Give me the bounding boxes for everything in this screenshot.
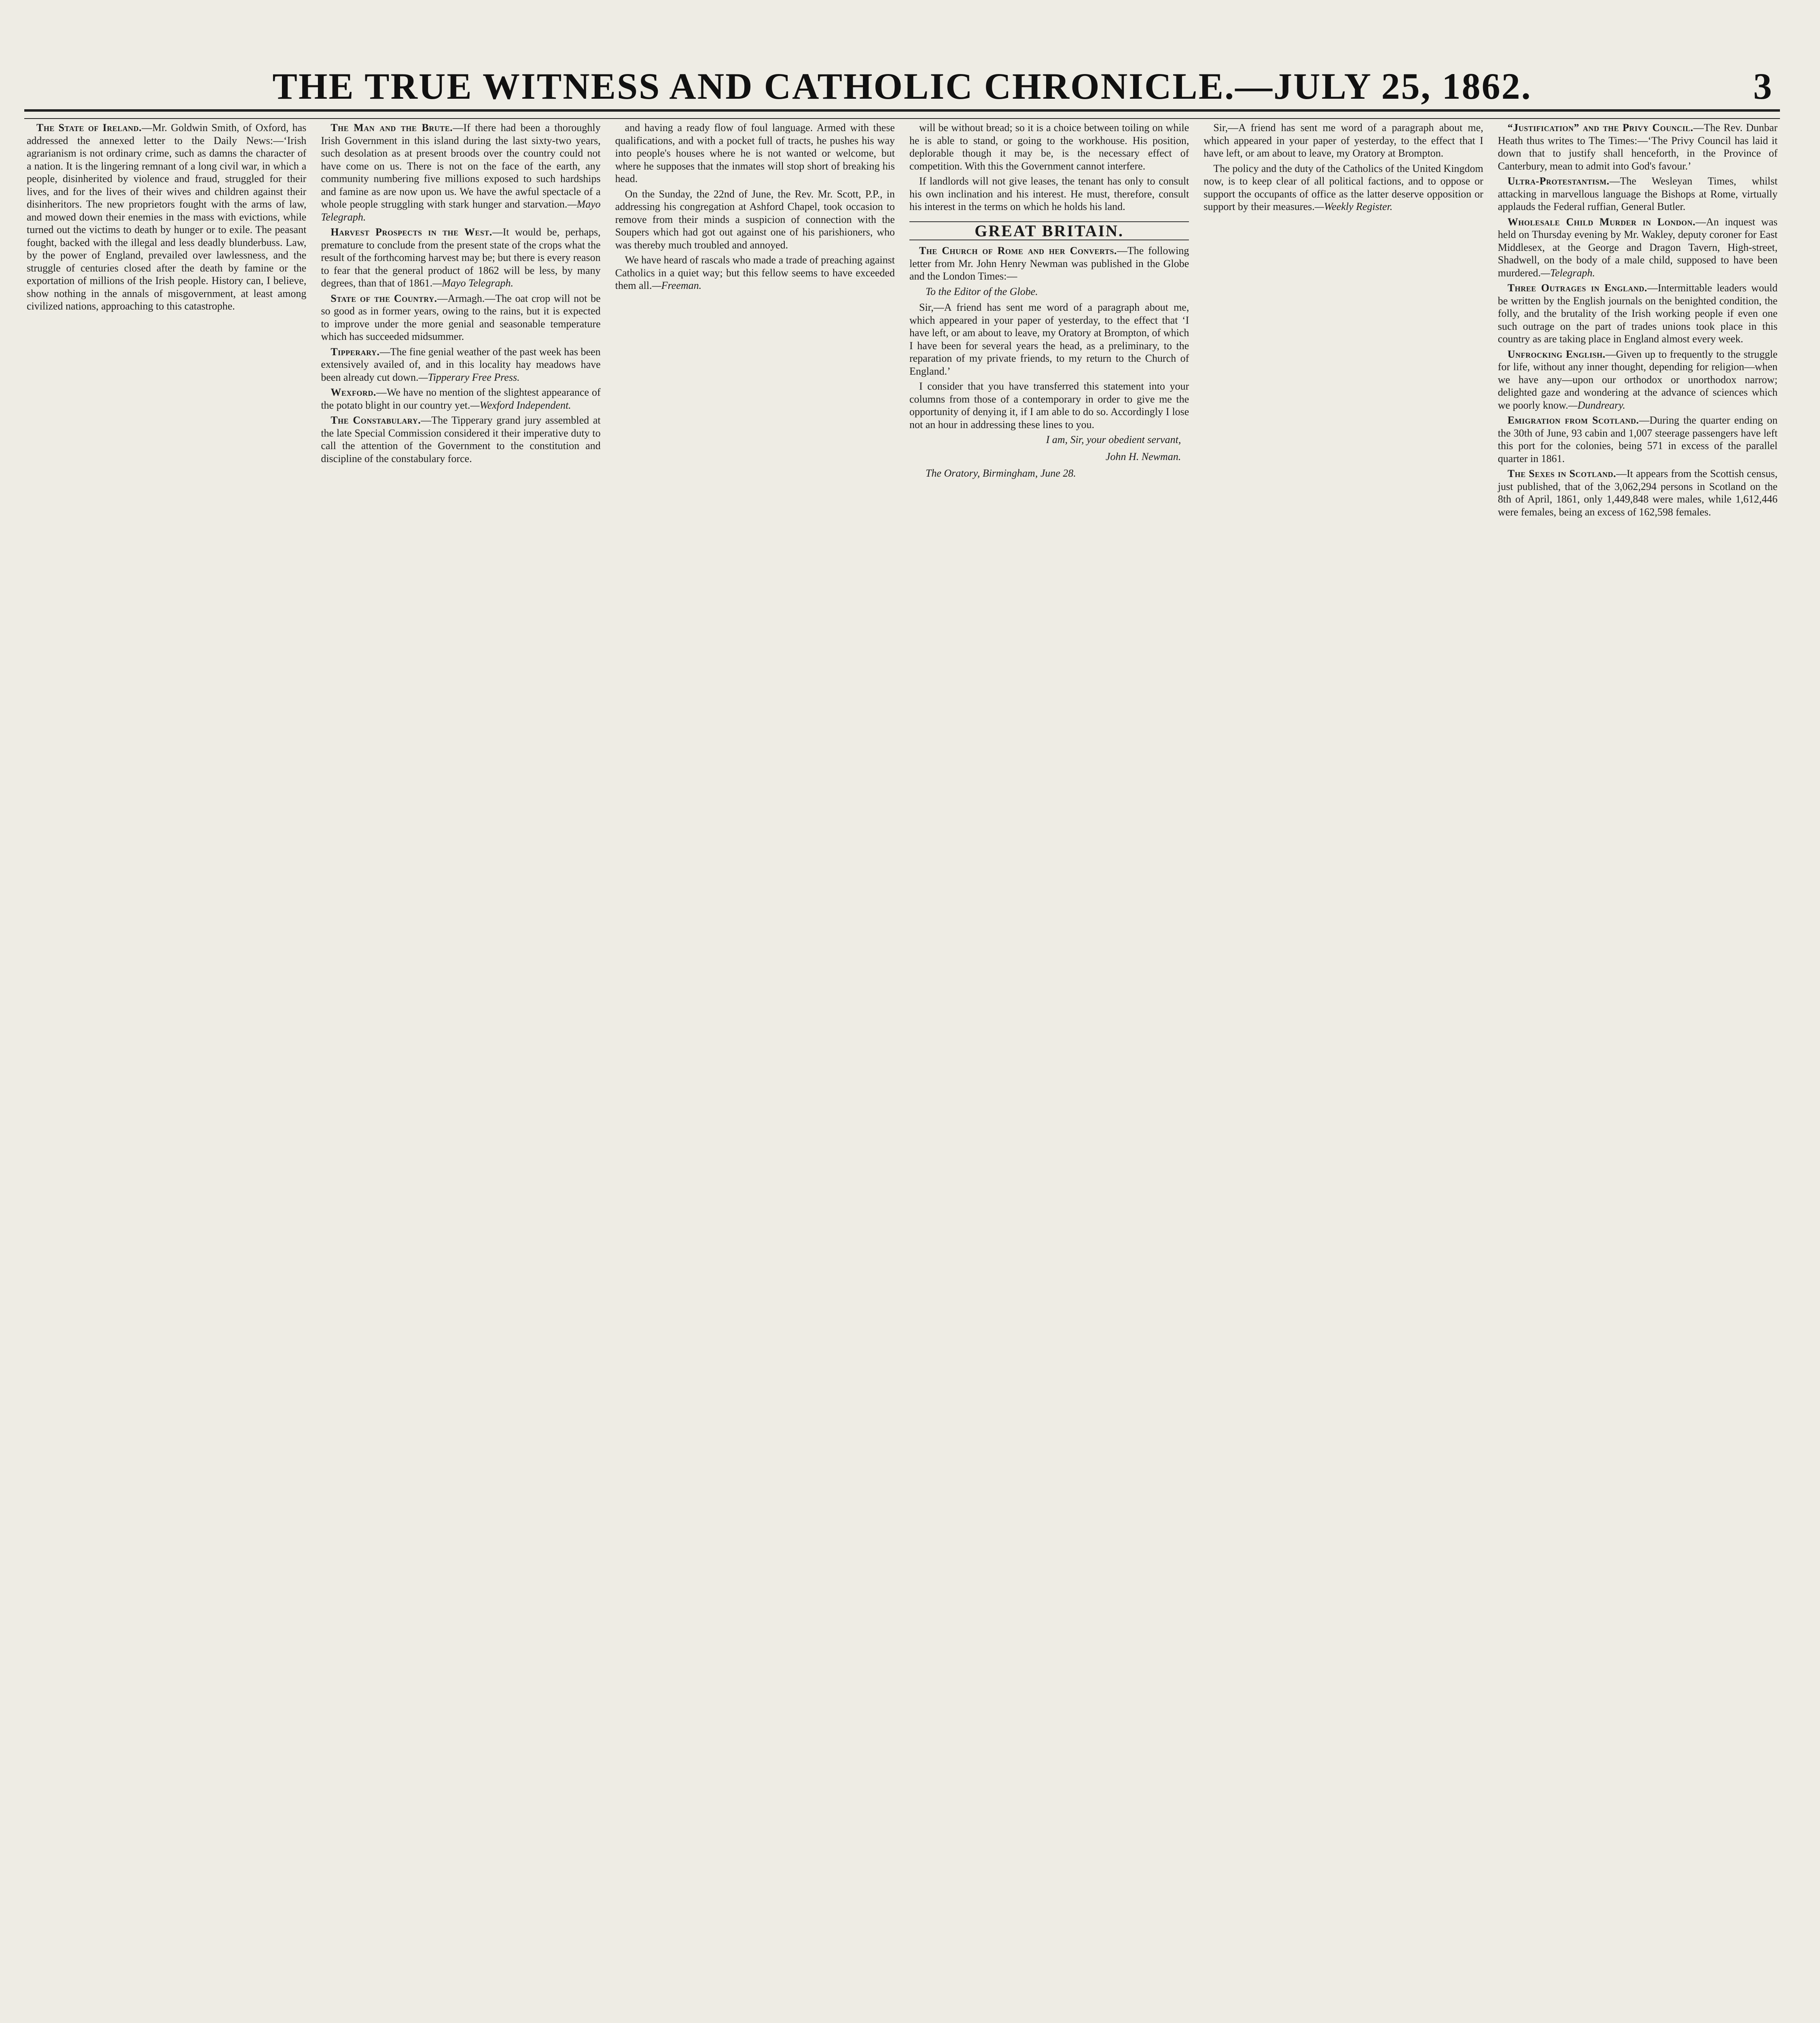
article-source: —Mayo Telegraph.: [432, 277, 513, 289]
article: [909, 175, 1189, 213]
column-5: [1201, 121, 1485, 2023]
article: [1498, 467, 1778, 518]
article-body: Sir,—A friend has sent me word of a paragraph about me, which appeared in your paper of yesterday, to the effect that I have left, or am about to leave, my Oratory at Brompton.: [1203, 122, 1483, 159]
article-source: —Freeman.: [652, 280, 702, 291]
article-body: —An inquest was held on Thursday evening by Mr. Wakley, deputy coroner for East Middlesex, at the George and Dragon Tavern, High-street, Shadwell, on the body of a male child, supposed to have been murdered.: [1498, 216, 1778, 279]
article-heading: The State of Ireland.: [36, 122, 142, 134]
letter-paragraph: Sir,—A friend has sent me word of a paragraph about me, which appeared in your paper of yesterday, to the effect that ‘I have left, or am about to leave, my Oratory at Brompton, of which I have been for several years the head, as a preliminary, to the reparation of my private friends, to my return to the Church of England.’: [909, 301, 1189, 377]
page-title: THE TRUE WITNESS AND CATHOLIC CHRONICLE.—JULY 25, 1862.: [272, 66, 1532, 107]
article: [1498, 216, 1778, 280]
article-body: —Given up to frequently to the struggle for life, without any inner thought, depending for religion—when we have any—upon our orthodox or unorthodox narrow; delighted gaze and wondering at the advance of sciences which we poorly know.: [1498, 348, 1778, 411]
article-body: —Intermittable leaders would be written by the English journals on the benighted condition, the folly, and the brutality of the Irish working people if even one such outrage on the part of trades unions took place in this country as are taking place in England almost every week.: [1498, 282, 1778, 345]
letter-closing: I am, Sir, your obedient servant,: [1046, 434, 1181, 445]
article: [1498, 175, 1778, 213]
article-body: —We have no mention of the slightest appearance of the potato blight in our country yet.: [321, 386, 601, 411]
letter-paragraph: I consider that you have transferred this statement into your columns from those of a contemporary in order to give me the opportunity of denying it, if I am able to do so. Accordingly I lose not an hour in addressing these lines to you.: [909, 380, 1189, 430]
article-body: The policy and the duty of the Catholics of the United Kingdom now, is to keep clear of all political factions, and to oppose or support the occupants of office as the latter deserve opposition or support by their measures.: [1203, 162, 1483, 212]
article: [321, 226, 600, 290]
article: [615, 254, 895, 292]
article-source: —Wexford Independent.: [470, 399, 571, 411]
article-heading: The Constabulary.: [331, 414, 421, 426]
article-heading: Tipperary.: [331, 346, 380, 358]
article: [1498, 121, 1778, 172]
article-heading: Three Outrages in England.: [1507, 282, 1647, 294]
article-body: —The following letter from Mr. John Henry Newman was published in the Globe and the London Times:—: [909, 245, 1189, 282]
article: [321, 346, 600, 384]
column-1: [24, 121, 309, 2023]
article-heading: “Justification” and the Privy Council.: [1507, 122, 1693, 134]
column-6: [1496, 121, 1780, 2023]
column-2: [318, 121, 603, 2023]
article-source: —Dundreary.: [1568, 399, 1625, 411]
masthead-rule: [24, 118, 1780, 119]
article-body: —During the quarter ending on the 30th of June, 93 cabin and 1,007 steerage passengers have left this port for the colonies, being 571 in excess of the parallel quarter in 1861.: [1498, 414, 1778, 464]
column-3: [613, 121, 897, 2023]
article-heading: Wexford.: [331, 386, 376, 398]
column-4: [907, 121, 1191, 2023]
article-heading: Unfrocking English.: [1507, 348, 1606, 360]
article-body: On the Sunday, the 22nd of June, the Rev. Mr. Scott, P.P., in addressing his congregation at Ashford Chapel, took occasion to remove from their minds a suspicion of connection with the Soupers which had got out against one of his parishioners, who was thereby much troubled and annoyed.: [615, 188, 895, 251]
article-heading: Wholesale Child Murder in London.: [1507, 216, 1696, 228]
article-heading: Emigration from Scotland.: [1507, 414, 1639, 426]
article: [1203, 162, 1483, 213]
article-body: —Armagh.—The oat crop will not be so good as in former years, owing to the rains, but it is expected to improve under the more genial and seasonable temperature which has succeeded midsummer.: [321, 292, 601, 342]
columns: [24, 121, 1780, 2023]
article-source: —Mayo Telegraph.: [321, 198, 601, 223]
article: [27, 121, 306, 313]
section-heading-great-britain: GREAT BRITAIN.: [909, 221, 1189, 241]
article-body: —The Wesleyan Times, whilst attacking in marvellous language the Bishops at Rome, virtually applauds the Federal ruffian, General Butler.: [1498, 175, 1778, 212]
article-body: —The fine genial weather of the past week has been extensively availed of, and in this locality hay meadows have been already cut down.: [321, 346, 601, 383]
letter-salutation: To the Editor of the Globe.: [925, 285, 1038, 297]
article: [1203, 121, 1483, 160]
article-body: —It would be, perhaps, premature to conclude from the present state of the crops what the result of the forthcoming harvest may be; but there is every reason to fear that the general product of 1862 will be less, by many degrees, than that of 1861.: [321, 226, 601, 289]
letter-dateline: The Oratory, Birmingham, June 28.: [925, 467, 1076, 479]
article-body: will be without bread; so it is a choice between toiling on while he is able to stand, or going to the workhouse. His position, deplorable though it may be, is the necessary effect of competition. With this the Government cannot interfere.: [909, 122, 1189, 172]
article: [615, 188, 895, 252]
article-body: —It appears from the Scottish census, just published, that of the 3,062,294 persons in Scotland on the 8th of April, 1861, only 1,449,848 were males, while 1,612,446 were females, being an excess of 162,598 females.: [1498, 468, 1778, 518]
article-body: If landlords will not give leases, the tenant has only to consult his own inclination and his interest. He must, therefore, consult his interest in the terms on which he holds his land.: [909, 175, 1189, 212]
article-heading: Ultra-Protestantism.: [1507, 175, 1610, 187]
article-heading: State of the Country.: [331, 292, 437, 304]
article-source: —Telegraph.: [1540, 267, 1595, 279]
article-heading: Harvest Prospects in the West.: [331, 226, 492, 238]
article: [321, 121, 600, 223]
article: [1498, 282, 1778, 346]
article-source: —Tipperary Free Press.: [418, 371, 520, 383]
article: [321, 292, 600, 343]
article: [909, 121, 1189, 172]
article: [615, 121, 895, 185]
article: [321, 414, 600, 465]
article-body: —Mr. Goldwin Smith, of Oxford, has addressed the annexed letter to the Daily News:—‘Irish agrarianism is not ordinary crime, such as damns the character of a nation. It is the lingering remnant of a long civil war, in which a people, disinherited by violence and fraud, struggled for their lives, and for the lives of their wives and children against their disinheritors. The new proprietors fought with the arms of law, and mowed down their enemies in the mass with evictions, while turned out the victims to death by hunger or to exile. The peasant fought, backed with the illegal and less deadly blunderbuss. Law, by the power of England, prevailed over lawlessness, and the struggle of centuries closed after the death by famine or the exportation of millions of the Irish people. History can, I believe, show nothing in the annals of misgovernment, at least among civilized nations, approaching to this catastrophe.: [27, 122, 307, 312]
article: [321, 386, 600, 411]
article-heading: The Church of Rome and her Converts.: [919, 245, 1117, 257]
article-body: —The Tipperary grand jury assembled at the late Special Commission considered it their imperative duty to call the attention of the Government to the constitution and discipline of the constabulary force.: [321, 414, 601, 464]
article: [1498, 348, 1778, 412]
article-source: —Weekly Register.: [1314, 201, 1393, 212]
article: [909, 244, 1189, 283]
article: [1498, 414, 1778, 465]
letter-signature: John H. Newman.: [1106, 450, 1181, 462]
masthead: [24, 61, 1780, 112]
article-heading: The Man and the Brute.: [331, 122, 453, 134]
article-body: and having a ready flow of foul language. Armed with these qualifications, and with a pocket full of tracts, he pushes his way into people's houses where he is not wanted or welcome, but where he supposes that the inmates will stop short of breaking his head.: [615, 122, 895, 184]
article-heading: The Sexes in Scotland.: [1507, 468, 1616, 479]
article-body: We have heard of rascals who made a trade of preaching against Catholics in a quiet way; but this fellow seems to have exceeded them all.: [615, 254, 895, 291]
page-number: 3: [1753, 66, 1772, 107]
article-body: —The Rev. Dunbar Heath thus writes to The Times:—‘The Privy Council has laid it down that to justify shall henceforth, in the Province of Canterbury, mean to admit into God's favour.’: [1498, 122, 1778, 172]
article-body: —If there had been a thoroughly Irish Government in this island during the last sixty-two years, such desolation as at present broods over the country could not have come on us. There is not on the face of the earth, any community numbering five millions exposed to such hardships and famine as are now upon us. We have the awful spectacle of a whole people struggling with stark hunger and starvation.: [321, 122, 601, 210]
